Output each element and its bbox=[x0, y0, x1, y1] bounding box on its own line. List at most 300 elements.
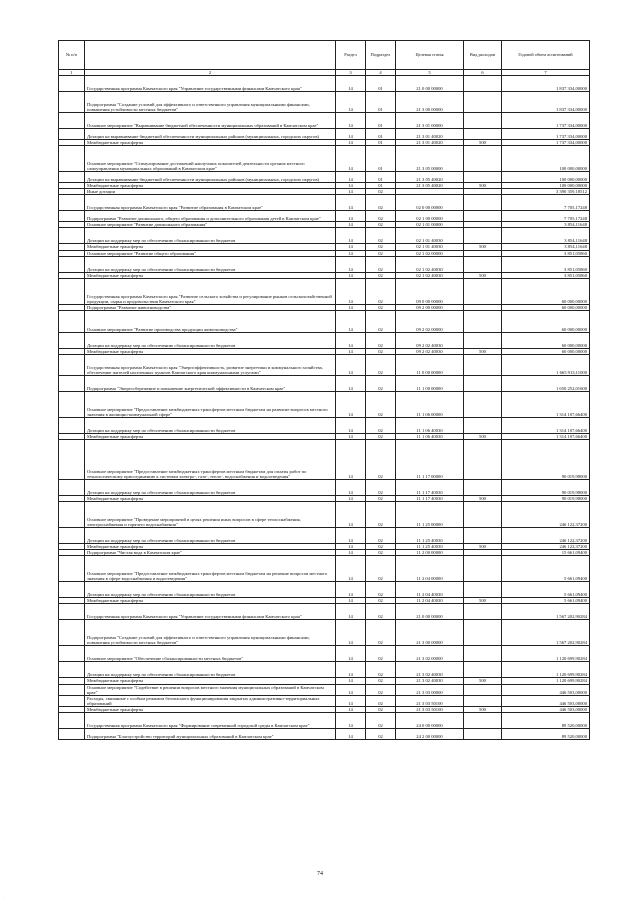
row-amount-cell: 3 851,05860 bbox=[502, 256, 590, 272]
row-amount-cell: 3 851,05860 bbox=[502, 272, 590, 278]
row-razdel-cell: 14 bbox=[336, 354, 366, 375]
header-podrazdel: Подраздел bbox=[366, 41, 396, 70]
row-razdel-cell: 14 bbox=[336, 140, 366, 146]
row-razdel-cell: 14 bbox=[336, 662, 366, 678]
row-razdel-cell: 14 bbox=[336, 391, 366, 417]
row-name-cell: Основное мероприятие "Развитие производства продукции животноводства" bbox=[85, 310, 336, 332]
budget-allocation-table bbox=[58, 40, 590, 740]
header-razdel: Раздел bbox=[336, 41, 366, 70]
row-razdel-cell: 14 bbox=[336, 433, 366, 439]
row-podrazdel-cell: 01 bbox=[366, 140, 396, 146]
row-number-cell bbox=[59, 76, 85, 92]
row-amount-cell: 90 019,98000 bbox=[502, 496, 590, 502]
row-name-cell: Межбюджетные трансферты bbox=[85, 183, 336, 189]
row-podrazdel-cell: 01 bbox=[366, 113, 396, 129]
row-expense-type-cell bbox=[464, 417, 502, 433]
row-target-article-cell: 02 1 02 40030 bbox=[396, 272, 464, 278]
row-podrazdel-cell: 02 bbox=[366, 695, 396, 706]
row-expense-type-cell: 500 bbox=[464, 348, 502, 354]
row-amount-cell: 15 661,09400 bbox=[502, 550, 590, 556]
row-expense-type-cell: 500 bbox=[464, 244, 502, 250]
column-number: 5 bbox=[396, 70, 464, 76]
row-podrazdel-cell: 02 bbox=[366, 278, 396, 304]
table-row bbox=[59, 211, 590, 222]
row-target-article-cell: 11 2 04 40030 bbox=[396, 598, 464, 604]
row-target-article-cell: 24 2 00 00000 bbox=[396, 728, 464, 739]
row-expense-type-cell bbox=[464, 712, 502, 728]
row-number-cell bbox=[59, 146, 85, 172]
row-podrazdel-cell: 02 bbox=[366, 440, 396, 480]
row-podrazdel-cell: 02 bbox=[366, 728, 396, 739]
row-podrazdel-cell: 02 bbox=[366, 496, 396, 502]
row-target-article-cell: 02 1 00 00000 bbox=[396, 211, 464, 222]
row-target-article-cell: 11 1 25 40030 bbox=[396, 528, 464, 544]
column-number: 1 bbox=[59, 70, 85, 76]
row-number-cell bbox=[59, 92, 85, 113]
row-number-cell bbox=[59, 375, 85, 391]
row-amount-cell: 100 000,00000 bbox=[502, 172, 590, 183]
row-razdel-cell: 14 bbox=[336, 195, 366, 211]
row-razdel-cell: 14 bbox=[336, 92, 366, 113]
row-target-article-cell: 02 0 00 00000 bbox=[396, 195, 464, 211]
row-target-article-cell: 11 1 17 40030 bbox=[396, 496, 464, 502]
row-number-cell bbox=[59, 502, 85, 528]
row-target-article-cell: 09 0 00 00000 bbox=[396, 278, 464, 304]
row-expense-type-cell: 500 bbox=[464, 598, 502, 604]
row-number-cell bbox=[59, 620, 85, 646]
row-podrazdel-cell: 02 bbox=[366, 332, 396, 348]
table-row bbox=[59, 712, 590, 728]
row-number-cell bbox=[59, 556, 85, 582]
row-name-cell: Дотации на выравнивание бюджетной обеспеченности муниципальных районов (муниципальных, городских округов) bbox=[85, 172, 336, 183]
row-name-cell: Межбюджетные трансферты bbox=[85, 598, 336, 604]
row-podrazdel-cell: 01 bbox=[366, 76, 396, 92]
row-amount-cell: 100 000,00000 bbox=[502, 146, 590, 172]
row-podrazdel-cell: 02 bbox=[366, 646, 396, 662]
row-podrazdel-cell: 02 bbox=[366, 433, 396, 439]
row-podrazdel-cell: 02 bbox=[366, 354, 396, 375]
row-amount-cell: 246 122,37200 bbox=[502, 528, 590, 544]
row-target-article-cell: 21 3 05 00000 bbox=[396, 146, 464, 172]
row-name-cell: Основное мероприятие "Стимулирование достижений наилучших показателей деятельности органов местного самоуправления муниципальных образований в Камчатском крае" bbox=[85, 146, 336, 172]
row-name-cell: Дотации на поддержку мер по обеспечению сбалансированности бюджетов bbox=[85, 582, 336, 598]
row-target-article-cell: 21 3 05 40020 bbox=[396, 172, 464, 183]
row-expense-type-cell: 500 bbox=[464, 496, 502, 502]
row-number-cell bbox=[59, 228, 85, 244]
header-name bbox=[85, 41, 336, 70]
row-amount-cell: 1 650 252,01600 bbox=[502, 375, 590, 391]
table-row bbox=[59, 92, 590, 113]
column-number: 3 bbox=[336, 70, 366, 76]
table-row bbox=[59, 646, 590, 662]
row-target-article-cell: 09 2 02 40030 bbox=[396, 348, 464, 354]
row-amount-cell: 1 737 334,00000 bbox=[502, 129, 590, 140]
table-header-row bbox=[59, 41, 590, 70]
row-expense-type-cell bbox=[464, 146, 502, 172]
row-name-cell: Подпрограмма "Энергосбережение и повышение энергетической эффективности в Камчатском крае" bbox=[85, 375, 336, 391]
row-amount-cell: 60 000,00000 bbox=[502, 348, 590, 354]
row-razdel-cell: 14 bbox=[336, 310, 366, 332]
row-podrazdel-cell: 02 bbox=[366, 598, 396, 604]
row-expense-type-cell bbox=[464, 354, 502, 375]
table-row bbox=[59, 310, 590, 332]
row-razdel-cell: 14 bbox=[336, 550, 366, 556]
row-target-article-cell: 21 3 03 00000 bbox=[396, 684, 464, 695]
row-expense-type-cell bbox=[464, 604, 502, 620]
row-name-cell: Дотации на поддержку мер по обеспечению сбалансированности бюджетов bbox=[85, 662, 336, 678]
row-expense-type-cell bbox=[464, 480, 502, 496]
table-row bbox=[59, 146, 590, 172]
row-expense-type-cell bbox=[464, 76, 502, 92]
row-razdel-cell: 14 bbox=[336, 417, 366, 433]
table-row bbox=[59, 620, 590, 646]
row-razdel-cell: 14 bbox=[336, 332, 366, 348]
table-row bbox=[59, 440, 590, 480]
row-amount-cell: 1 837 334,00000 bbox=[502, 92, 590, 113]
row-name-cell: Дотации на поддержку мер по обеспечению сбалансированности бюджетов bbox=[85, 332, 336, 348]
row-podrazdel-cell: 02 bbox=[366, 189, 396, 195]
row-target-article-cell: 21 3 02 00000 bbox=[396, 646, 464, 662]
row-podrazdel-cell: 02 bbox=[366, 417, 396, 433]
row-name-cell: Межбюджетные трансферты bbox=[85, 678, 336, 684]
row-podrazdel-cell: 02 bbox=[366, 662, 396, 678]
table-row bbox=[59, 256, 590, 272]
row-amount-cell: 446 503,00000 bbox=[502, 695, 590, 706]
row-expense-type-cell bbox=[464, 172, 502, 183]
row-number-cell bbox=[59, 211, 85, 222]
row-razdel-cell: 14 bbox=[336, 76, 366, 92]
table-row bbox=[59, 480, 590, 496]
row-name-cell: Межбюджетные трансферты bbox=[85, 272, 336, 278]
table-row bbox=[59, 728, 590, 739]
row-amount-cell: 3 854,11648 bbox=[502, 244, 590, 250]
row-target-article-cell: 21 0 00 00000 bbox=[396, 76, 464, 92]
row-expense-type-cell bbox=[464, 556, 502, 582]
row-podrazdel-cell: 02 bbox=[366, 244, 396, 250]
row-razdel-cell: 14 bbox=[336, 375, 366, 391]
row-target-article-cell: 21 3 03 50100 bbox=[396, 695, 464, 706]
row-name-cell: Государственная программа Камчатского края "Энергоэффективность, развитие энергетики и коммунального хозяйства, обеспечение жителей населенных пунктов Камчатского края коммунальными услугами" bbox=[85, 354, 336, 375]
row-name-cell: Иные дотации bbox=[85, 189, 336, 195]
row-name-cell: Государственная программа Камчатского края "Управление государственными финансами Камчатского края" bbox=[85, 604, 336, 620]
row-podrazdel-cell: 01 bbox=[366, 92, 396, 113]
row-razdel-cell: 14 bbox=[336, 228, 366, 244]
row-name-cell: Дотации на выравнивание бюджетной обеспеченности муниципальных районов (муниципальных, городских округов) bbox=[85, 129, 336, 140]
row-number-cell bbox=[59, 256, 85, 272]
row-name-cell: Подпрограмма "Развитие животноводства" bbox=[85, 304, 336, 310]
row-target-article-cell: 21 3 02 40030 bbox=[396, 662, 464, 678]
row-number-cell bbox=[59, 662, 85, 678]
table-row bbox=[59, 278, 590, 304]
row-target-article-cell: 02 1 01 40030 bbox=[396, 228, 464, 244]
row-podrazdel-cell: 02 bbox=[366, 502, 396, 528]
row-podrazdel-cell: 02 bbox=[366, 310, 396, 332]
row-razdel-cell: 14 bbox=[336, 646, 366, 662]
table-row bbox=[59, 695, 590, 706]
row-razdel-cell: 14 bbox=[336, 272, 366, 278]
row-name-cell: Межбюджетные трансферты bbox=[85, 348, 336, 354]
row-name-cell: Межбюджетные трансферты bbox=[85, 244, 336, 250]
row-razdel-cell: 14 bbox=[336, 556, 366, 582]
row-target-article-cell: 21 0 00 00000 bbox=[396, 604, 464, 620]
row-amount-cell: 1 314 107,66400 bbox=[502, 433, 590, 439]
row-podrazdel-cell: 01 bbox=[366, 146, 396, 172]
row-expense-type-cell: 500 bbox=[464, 678, 502, 684]
row-amount-cell: 5 661,09400 bbox=[502, 556, 590, 582]
page-number: 74 bbox=[317, 871, 323, 877]
row-amount-cell: 3 851,05860 bbox=[502, 250, 590, 256]
row-expense-type-cell bbox=[464, 391, 502, 417]
row-number-cell bbox=[59, 695, 85, 706]
row-target-article-cell: 11 1 25 40030 bbox=[396, 544, 464, 550]
table-row bbox=[59, 195, 590, 211]
row-number-cell bbox=[59, 332, 85, 348]
row-target-article-cell: 21 3 00 00000 bbox=[396, 620, 464, 646]
row-razdel-cell: 14 bbox=[336, 211, 366, 222]
row-name-cell: Расходы, связанные с особым режимом безопасного функционирования закрытых административно-территориальных образований bbox=[85, 695, 336, 706]
row-target-article-cell: 02 1 02 00000 bbox=[396, 250, 464, 256]
row-number-cell bbox=[59, 480, 85, 496]
row-number-cell bbox=[59, 113, 85, 129]
row-expense-type-cell bbox=[464, 332, 502, 348]
row-number-cell bbox=[59, 728, 85, 739]
row-expense-type-cell: 500 bbox=[464, 433, 502, 439]
row-razdel-cell: 14 bbox=[336, 712, 366, 728]
row-name-cell: Подпрограмма "Чистая вода в Камчатском крае" bbox=[85, 550, 336, 556]
header-annual-amount: Годовой объем ассигнований bbox=[502, 41, 590, 70]
row-amount-cell: 60 000,00000 bbox=[502, 304, 590, 310]
row-razdel-cell: 14 bbox=[336, 172, 366, 183]
row-razdel-cell: 14 bbox=[336, 695, 366, 706]
row-expense-type-cell bbox=[464, 129, 502, 140]
row-podrazdel-cell: 01 bbox=[366, 129, 396, 140]
row-amount-cell: 1 314 107,66400 bbox=[502, 417, 590, 433]
row-razdel-cell: 14 bbox=[336, 244, 366, 250]
row-podrazdel-cell: 02 bbox=[366, 528, 396, 544]
row-amount-cell: 1 314 107,66400 bbox=[502, 391, 590, 417]
row-expense-type-cell bbox=[464, 211, 502, 222]
row-name-cell: Основное мероприятие "Развитие общего образования" bbox=[85, 250, 336, 256]
row-podrazdel-cell: 02 bbox=[366, 250, 396, 256]
row-number-cell bbox=[59, 310, 85, 332]
row-target-article-cell: 11 1 06 40030 bbox=[396, 417, 464, 433]
row-target-article-cell: 09 2 02 00000 bbox=[396, 310, 464, 332]
row-target-article-cell: 21 3 01 00000 bbox=[396, 113, 464, 129]
row-podrazdel-cell: 02 bbox=[366, 195, 396, 211]
row-name-cell: Основное мероприятие "Обеспечение сбалансированности местных бюджетов" bbox=[85, 646, 336, 662]
row-razdel-cell: 14 bbox=[336, 598, 366, 604]
row-amount-cell: 446 503,00000 bbox=[502, 706, 590, 712]
row-razdel-cell: 14 bbox=[336, 113, 366, 129]
row-podrazdel-cell: 02 bbox=[366, 550, 396, 556]
row-podrazdel-cell: 02 bbox=[366, 256, 396, 272]
row-target-article-cell: 11 1 17 40030 bbox=[396, 480, 464, 496]
header-number: № п/п bbox=[59, 41, 85, 70]
row-name-cell: Межбюджетные трансферты bbox=[85, 706, 336, 712]
row-number-cell bbox=[59, 440, 85, 480]
row-amount-cell: 1 120 699,90284 bbox=[502, 678, 590, 684]
row-amount-cell: 60 000,00000 bbox=[502, 278, 590, 304]
row-name-cell: Дотации на поддержку мер по обеспечению сбалансированности бюджетов bbox=[85, 228, 336, 244]
header-expense-type: Вид расходов bbox=[464, 41, 502, 70]
row-razdel-cell: 14 bbox=[336, 528, 366, 544]
row-amount-cell: 1 837 334,00000 bbox=[502, 76, 590, 92]
row-number-cell bbox=[59, 582, 85, 598]
row-number-cell bbox=[59, 646, 85, 662]
row-expense-type-cell bbox=[464, 728, 502, 739]
row-name-cell: Государственная программа Камчатского края "Развитие сельского хозяйства и регулирование рынков сельскохозяйственной продукции, сырья и продовольствия Камчатского края" bbox=[85, 278, 336, 304]
row-expense-type-cell bbox=[464, 375, 502, 391]
row-target-article-cell: 24 0 00 00000 bbox=[396, 712, 464, 728]
row-target-article-cell: 21 3 01 40020 bbox=[396, 140, 464, 146]
row-name-cell: Дотации на поддержку мер по обеспечению сбалансированности бюджетов bbox=[85, 528, 336, 544]
row-razdel-cell: 14 bbox=[336, 304, 366, 310]
row-expense-type-cell bbox=[464, 228, 502, 244]
row-target-article-cell: 11 1 17 00000 bbox=[396, 440, 464, 480]
row-amount-cell: 7 705,17248 bbox=[502, 211, 590, 222]
row-expense-type-cell bbox=[464, 620, 502, 646]
row-target-article-cell: 11 1 25 00000 bbox=[396, 502, 464, 528]
row-podrazdel-cell: 01 bbox=[366, 183, 396, 189]
row-expense-type-cell bbox=[464, 582, 502, 598]
row-expense-type-cell bbox=[464, 113, 502, 129]
row-target-article-cell: 21 3 05 40020 bbox=[396, 183, 464, 189]
row-expense-type-cell bbox=[464, 646, 502, 662]
row-expense-type-cell bbox=[464, 528, 502, 544]
row-amount-cell: 89 520,00000 bbox=[502, 712, 590, 728]
row-expense-type-cell bbox=[464, 92, 502, 113]
header-target-article: Целевая статья bbox=[396, 41, 464, 70]
table-row bbox=[59, 332, 590, 348]
table-row bbox=[59, 556, 590, 582]
row-number-cell bbox=[59, 172, 85, 183]
row-podrazdel-cell: 02 bbox=[366, 480, 396, 496]
row-podrazdel-cell: 02 bbox=[366, 604, 396, 620]
table-row bbox=[59, 684, 590, 695]
row-razdel-cell: 14 bbox=[336, 496, 366, 502]
row-podrazdel-cell: 02 bbox=[366, 620, 396, 646]
row-name-cell: Подпрограмма "Развитие дошкольного, общего образования и дополнительного образования детей в Камчатском крае" bbox=[85, 211, 336, 222]
row-podrazdel-cell: 02 bbox=[366, 304, 396, 310]
row-name-cell: Основное мероприятие "Проведение мероприятий в целях решения иных вопросов в сфере теплоснабжения, электроснабжения и горячего водоснабжения" bbox=[85, 502, 336, 528]
row-podrazdel-cell: 02 bbox=[366, 712, 396, 728]
row-name-cell: Государственная программа Камчатского края "Развитие образования в Камчатском крае" bbox=[85, 195, 336, 211]
row-name-cell: Межбюджетные трансферты bbox=[85, 544, 336, 550]
row-name-cell: Государственная программа Камчатского края "Формирование современной городской среды в Камчатском крае" bbox=[85, 712, 336, 728]
row-expense-type-cell bbox=[464, 278, 502, 304]
row-podrazdel-cell: 02 bbox=[366, 222, 396, 228]
row-razdel-cell: 14 bbox=[336, 278, 366, 304]
row-amount-cell: 1 567 202,90284 bbox=[502, 620, 590, 646]
row-expense-type-cell bbox=[464, 195, 502, 211]
row-razdel-cell: 14 bbox=[336, 348, 366, 354]
table-row bbox=[59, 113, 590, 129]
row-amount-cell: 90 019,98000 bbox=[502, 440, 590, 480]
row-number-cell bbox=[59, 278, 85, 304]
column-number: 2 bbox=[85, 70, 336, 76]
row-number-cell bbox=[59, 391, 85, 417]
table-row bbox=[59, 375, 590, 391]
table-row bbox=[59, 172, 590, 183]
row-podrazdel-cell: 02 bbox=[366, 582, 396, 598]
row-amount-cell: 89 520,00000 bbox=[502, 728, 590, 739]
row-amount-cell: 446 503,00000 bbox=[502, 684, 590, 695]
row-podrazdel-cell: 01 bbox=[366, 172, 396, 183]
row-name-cell: Основное мероприятие "Предоставление межбюджетных трансфертов местным бюджетам на решение вопросов местного значения в сфере водоснабжения и водоотведения" bbox=[85, 556, 336, 582]
row-name-cell: Дотации на поддержку мер по обеспечению сбалансированности бюджетов bbox=[85, 256, 336, 272]
row-amount-cell: 1 567 202,90284 bbox=[502, 604, 590, 620]
row-name-cell: Подпрограмма "Создание условий для эффективного и ответственного управления муниципальными финансами, повышения устойчивости местных бюджетов" bbox=[85, 620, 336, 646]
row-number-cell bbox=[59, 712, 85, 728]
row-razdel-cell: 14 bbox=[336, 183, 366, 189]
table-row bbox=[59, 129, 590, 140]
row-target-article-cell: 11 2 04 00000 bbox=[396, 556, 464, 582]
row-number-cell bbox=[59, 604, 85, 620]
row-target-article-cell: 21 3 01 40020 bbox=[396, 129, 464, 140]
table-row bbox=[59, 502, 590, 528]
row-amount-cell: 60 000,00000 bbox=[502, 332, 590, 348]
row-razdel-cell: 14 bbox=[336, 684, 366, 695]
row-target-article-cell: 21 3 02 40030 bbox=[396, 678, 464, 684]
row-name-cell: Межбюджетные трансферты bbox=[85, 496, 336, 502]
row-name-cell: Основное мероприятие "Предоставление межбюджетных трансфертов местным бюджетам на развитие вопросов местного значения в жилищно-коммунальной сфере" bbox=[85, 391, 336, 417]
row-amount-cell: 1 737 334,00000 bbox=[502, 140, 590, 146]
row-number-cell bbox=[59, 129, 85, 140]
row-target-article-cell: 09 2 00 00000 bbox=[396, 304, 464, 310]
row-target-article-cell: 11 2 00 00000 bbox=[396, 550, 464, 556]
row-amount-cell: 90 019,98000 bbox=[502, 480, 590, 496]
row-razdel-cell: 14 bbox=[336, 222, 366, 228]
row-podrazdel-cell: 02 bbox=[366, 684, 396, 695]
row-name-cell: Основное мероприятие "Содействие в решении вопросов местного значения муниципальных образований в Камчатском крае" bbox=[85, 684, 336, 695]
row-name-cell: Основное мероприятие "Выравнивание бюджетной обеспеченности муниципальных образований в Камчатском крае" bbox=[85, 113, 336, 129]
row-razdel-cell: 14 bbox=[336, 582, 366, 598]
column-number: 6 bbox=[464, 70, 502, 76]
row-target-article-cell: 09 2 02 40030 bbox=[396, 332, 464, 348]
row-number-cell bbox=[59, 417, 85, 433]
row-amount-cell: 100 000,00000 bbox=[502, 183, 590, 189]
row-target-article-cell: 02 1 02 40030 bbox=[396, 256, 464, 272]
row-expense-type-cell bbox=[464, 310, 502, 332]
row-target-article-cell: 11 0 00 00000 bbox=[396, 354, 464, 375]
table-row bbox=[59, 662, 590, 678]
row-amount-cell: 7 705,17248 bbox=[502, 195, 590, 211]
row-razdel-cell: 14 bbox=[336, 189, 366, 195]
row-razdel-cell: 14 bbox=[336, 706, 366, 712]
row-name-cell: Межбюджетные трансферты bbox=[85, 433, 336, 439]
row-razdel-cell: 14 bbox=[336, 129, 366, 140]
row-amount-cell: 5 661,09400 bbox=[502, 582, 590, 598]
row-podrazdel-cell: 02 bbox=[366, 556, 396, 582]
column-number: 4 bbox=[366, 70, 396, 76]
row-target-article-cell: 11 1 06 40030 bbox=[396, 433, 464, 439]
row-amount-cell: 1 120 699,90284 bbox=[502, 662, 590, 678]
row-razdel-cell: 14 bbox=[336, 256, 366, 272]
row-name-cell: Дотации на поддержку мер по обеспечению сбалансированности бюджетов bbox=[85, 480, 336, 496]
row-target-article-cell: 02 1 01 00000 bbox=[396, 222, 464, 228]
row-podrazdel-cell: 02 bbox=[366, 391, 396, 417]
row-razdel-cell: 14 bbox=[336, 728, 366, 739]
row-razdel-cell: 14 bbox=[336, 544, 366, 550]
row-podrazdel-cell: 02 bbox=[366, 272, 396, 278]
row-number-cell bbox=[59, 528, 85, 544]
row-razdel-cell: 14 bbox=[336, 604, 366, 620]
row-number-cell bbox=[59, 195, 85, 211]
row-expense-type-cell: 500 bbox=[464, 272, 502, 278]
table-row bbox=[59, 417, 590, 433]
row-razdel-cell: 14 bbox=[336, 678, 366, 684]
row-number-cell bbox=[59, 354, 85, 375]
